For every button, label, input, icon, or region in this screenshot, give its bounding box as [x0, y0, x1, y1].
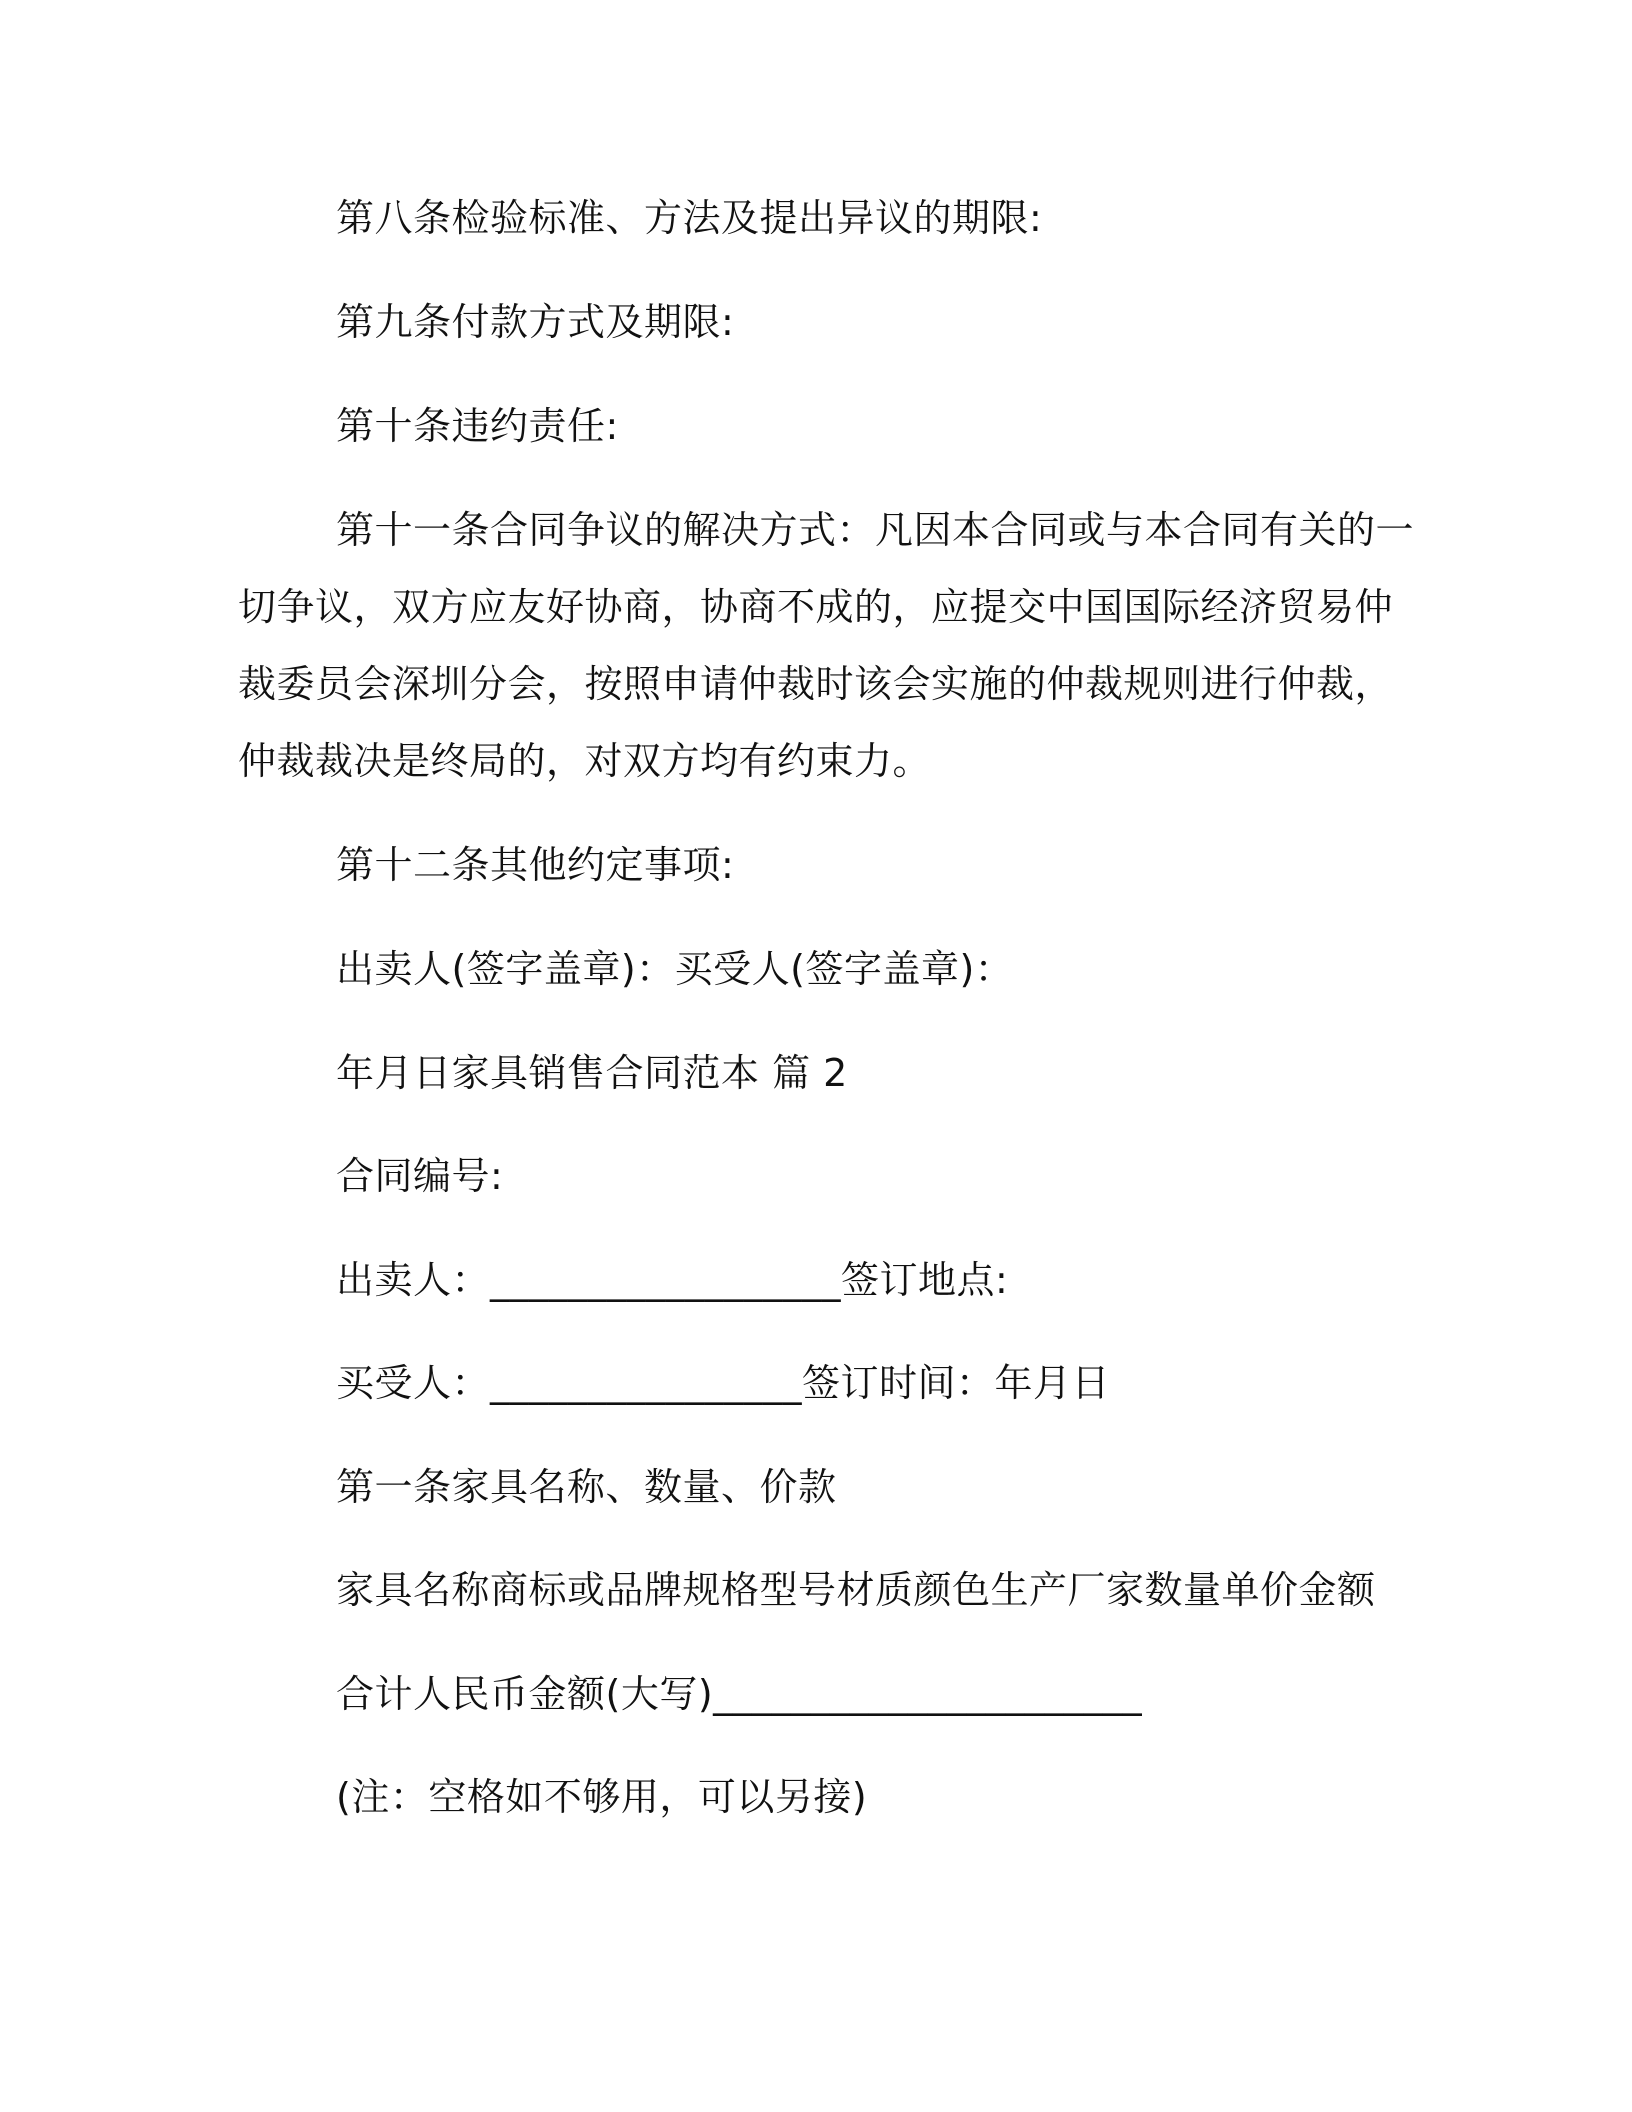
article-11-line-3: 裁委员会深圳分会，按照申请仲裁时该会实施的仲裁规则进行仲裁，: [238, 662, 1394, 706]
article-11-line-2: 切争议，双方应友好协商，协商不成的，应提交中国国际经济贸易仲: [238, 585, 1394, 629]
signature-line: 出卖人(签字盖章)：买受人(签字盖章)：: [336, 947, 1014, 991]
note-line: (注：空格如不够用，可以另接): [336, 1775, 868, 1819]
section-title: 年月日家具销售合同范本 篇 2: [336, 1051, 848, 1095]
article-10-heading: 第十条违约责任:: [336, 404, 619, 448]
buyer-field: 买受人：________________签订时间：年月日: [336, 1361, 1111, 1405]
article-12-heading: 第十二条其他约定事项:: [336, 843, 735, 887]
article-11-line-1: 第十一条合同争议的解决方式：凡因本合同或与本合同有关的一: [336, 508, 1415, 552]
seller-field: 出卖人：__________________签订地点:: [336, 1258, 1009, 1302]
item-columns-line: 家具名称商标或品牌规格型号材质颜色生产厂家数量单价金额: [336, 1568, 1376, 1612]
article-11-line-4: 仲裁裁决是终局的，对双方均有约束力。: [238, 739, 932, 783]
article-8-heading: 第八条检验标准、方法及提出异议的期限:: [336, 196, 1043, 240]
total-amount-line: 合计人民币金额(大写)______________________: [336, 1672, 1143, 1716]
contract-number: 合同编号:: [336, 1154, 504, 1198]
article-9-heading: 第九条付款方式及期限:: [336, 300, 735, 344]
article-1-heading: 第一条家具名称、数量、价款: [336, 1465, 837, 1509]
